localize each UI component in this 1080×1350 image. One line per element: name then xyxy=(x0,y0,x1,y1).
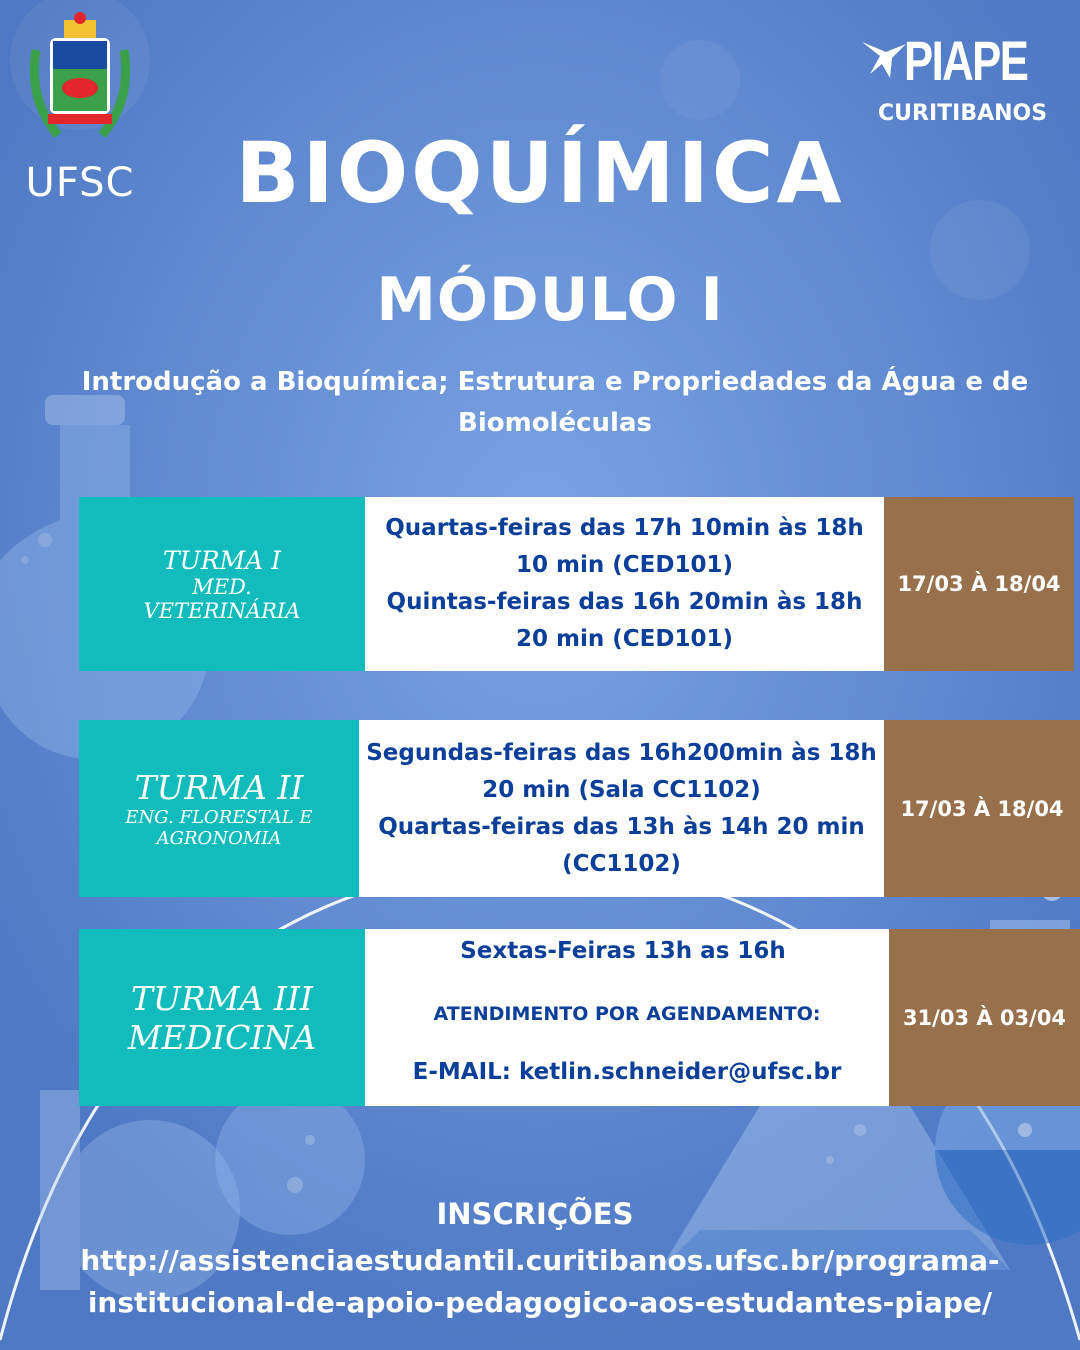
class-2-dates: 17/03 À 18/04 xyxy=(900,796,1064,821)
piape-bird-icon xyxy=(860,34,908,82)
ufsc-logo-text: UFSC xyxy=(25,160,135,206)
class-2-course-line-2: AGRONOMIA xyxy=(156,828,282,849)
registration-title: INSCRIÇÕES xyxy=(436,1197,634,1231)
class-1-schedule-line-1: Quartas-feiras das 17h 10min às 18h xyxy=(385,515,864,541)
class-3-dates-cell xyxy=(889,929,1080,1106)
class-row-2 xyxy=(79,720,1080,897)
class-2-schedule-line-3: Quartas-feiras das 13h às 14h 20 min xyxy=(378,813,865,840)
class-1-dates-cell xyxy=(884,497,1074,671)
class-1-course-line-1: MED. xyxy=(192,574,252,599)
class-1-name-cell xyxy=(79,497,365,671)
class-2-schedule-line-1: Segundas-feiras das 16h200min às 18h xyxy=(366,739,877,766)
class-3-dates: 31/03 À 03/04 xyxy=(902,1005,1067,1030)
registration-link-line-1[interactable]: http://assistenciaestudantil.curitibanos.ufsc.br/programa- xyxy=(80,1244,1000,1277)
class-2-schedule-line-4: (CC1102) xyxy=(562,850,681,877)
piape-logo-text: PIAPE xyxy=(904,29,1028,92)
class-2-course-line-1: ENG. FLORESTAL E xyxy=(125,807,313,828)
class-3-schedule-cell xyxy=(365,929,889,1106)
class-3-course: MEDICINA xyxy=(127,1017,317,1057)
piape-logo xyxy=(860,28,1040,92)
page-title: BIOQUÍMICA xyxy=(235,124,845,222)
class-3-name-cell xyxy=(79,929,365,1106)
description-line-2: Biomoléculas xyxy=(458,408,652,438)
class-1-schedule-line-3: Quintas-feiras das 16h 20min às 18h xyxy=(386,589,863,615)
class-row-1 xyxy=(79,497,1074,671)
class-1-schedule-line-2: 10 min (CED101) xyxy=(516,552,733,578)
class-3-booking-label: ATENDIMENTO POR AGENDAMENTO: xyxy=(433,1003,821,1025)
class-1-schedule-line-4: 20 min (CED101) xyxy=(516,626,733,652)
class-1-course-line-2: VETERINÁRIA xyxy=(143,598,301,623)
module-title: MÓDULO I xyxy=(376,265,724,335)
registration-link-line-2[interactable]: institucional-de-apoio-pedagogico-aos-estudantes-piape/ xyxy=(87,1286,993,1319)
class-3-email[interactable]: E-MAIL: ketlin.schneider@ufsc.br xyxy=(412,1059,842,1085)
class-2-dates-cell xyxy=(884,720,1080,897)
registration-link[interactable] xyxy=(0,1240,1080,1324)
class-1-schedule-cell xyxy=(365,497,884,671)
class-2-schedule-cell xyxy=(359,720,884,897)
class-3-schedule-line-1: Sextas-Feiras 13h as 16h xyxy=(460,938,786,964)
class-2-schedule-line-2: 20 min (Sala CC1102) xyxy=(482,776,761,803)
campus-label: CURITIBANOS xyxy=(878,101,1048,126)
class-2-name-cell xyxy=(79,720,359,897)
class-row-3 xyxy=(79,929,1080,1106)
class-3-name: TURMA III xyxy=(131,978,313,1018)
module-description xyxy=(40,362,1070,444)
class-1-name: TURMA I xyxy=(162,545,282,575)
class-2-name: TURMA II xyxy=(134,768,304,807)
class-1-dates: 17/03 À 18/04 xyxy=(897,572,1061,596)
description-line-1: Introdução a Bioquímica; Estrutura e Propriedades da Água e de xyxy=(81,367,1029,397)
